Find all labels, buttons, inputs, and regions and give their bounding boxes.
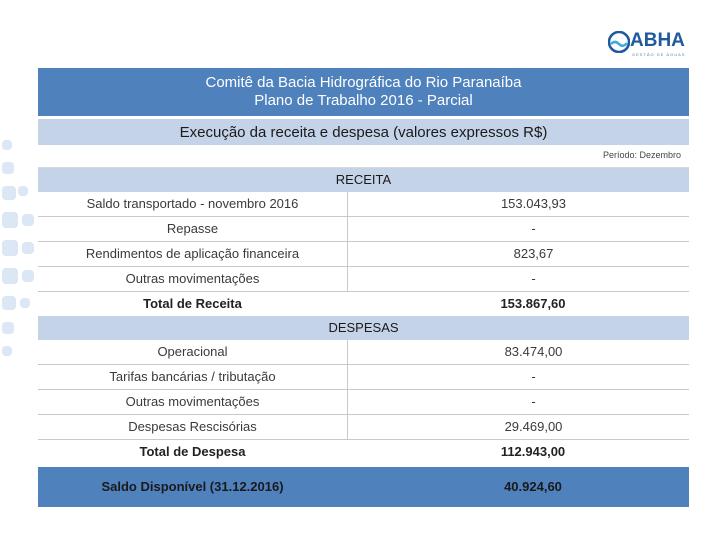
row-label: Outras movimentações bbox=[38, 267, 348, 291]
table-row bbox=[38, 365, 689, 390]
row-label: Repasse bbox=[38, 217, 348, 241]
table-row bbox=[38, 217, 689, 242]
table-row bbox=[38, 340, 689, 365]
decorative-dots bbox=[0, 0, 40, 540]
total-label: Total de Despesa bbox=[139, 444, 246, 459]
despesa-total-row bbox=[38, 440, 689, 464]
header-title: Comitê da Bacia Hidrográfica do Rio Paranaíba bbox=[205, 74, 522, 91]
table-row bbox=[38, 192, 689, 217]
table-row bbox=[38, 242, 689, 267]
table-row bbox=[38, 390, 689, 415]
saldo-row bbox=[38, 467, 689, 507]
row-value: - bbox=[531, 271, 536, 286]
total-value: 112.943,00 bbox=[500, 444, 566, 459]
row-label: Despesas Rescisórias bbox=[38, 415, 348, 439]
row-value: - bbox=[531, 369, 536, 384]
section-subheader: Execução da receita e despesa (valores expressos R$) bbox=[38, 119, 689, 145]
page-header bbox=[38, 68, 689, 116]
row-value: 29.469,00 bbox=[504, 419, 563, 434]
period-row bbox=[38, 145, 689, 168]
row-label: Rendimentos de aplicação financeira bbox=[38, 242, 348, 266]
row-label: Outras movimentações bbox=[38, 390, 348, 414]
water-drop-icon bbox=[608, 31, 630, 53]
header-subtitle: Plano de Trabalho 2016 - Parcial bbox=[254, 92, 473, 109]
table-row bbox=[38, 267, 689, 292]
logo-tagline: GESTÃO DE ÁGUAS bbox=[632, 52, 686, 57]
despesas-title: DESPESAS bbox=[38, 316, 689, 340]
row-value: 153.043,93 bbox=[500, 196, 567, 211]
receita-title: RECEITA bbox=[38, 168, 689, 192]
row-value: - bbox=[531, 394, 536, 409]
row-value: 83.474,00 bbox=[504, 344, 563, 359]
total-label: Total de Receita bbox=[143, 296, 242, 311]
saldo-value: 40.924,60 bbox=[504, 479, 562, 494]
saldo-label: Saldo Disponível (31.12.2016) bbox=[101, 479, 284, 494]
receita-total-row bbox=[38, 292, 689, 316]
total-value: 153.867,60 bbox=[500, 296, 566, 311]
row-value: 823,67 bbox=[513, 246, 554, 261]
financial-table bbox=[38, 168, 689, 507]
abha-logo bbox=[608, 26, 690, 62]
row-label: Saldo transportado - novembro 2016 bbox=[38, 192, 348, 216]
row-value: - bbox=[531, 221, 536, 236]
logo-wordmark: ABHA bbox=[630, 30, 685, 51]
period-label: Período: Dezembro bbox=[602, 150, 681, 160]
row-label: Tarifas bancárias / tributação bbox=[38, 365, 348, 389]
row-label: Operacional bbox=[38, 340, 348, 364]
table-row bbox=[38, 415, 689, 440]
